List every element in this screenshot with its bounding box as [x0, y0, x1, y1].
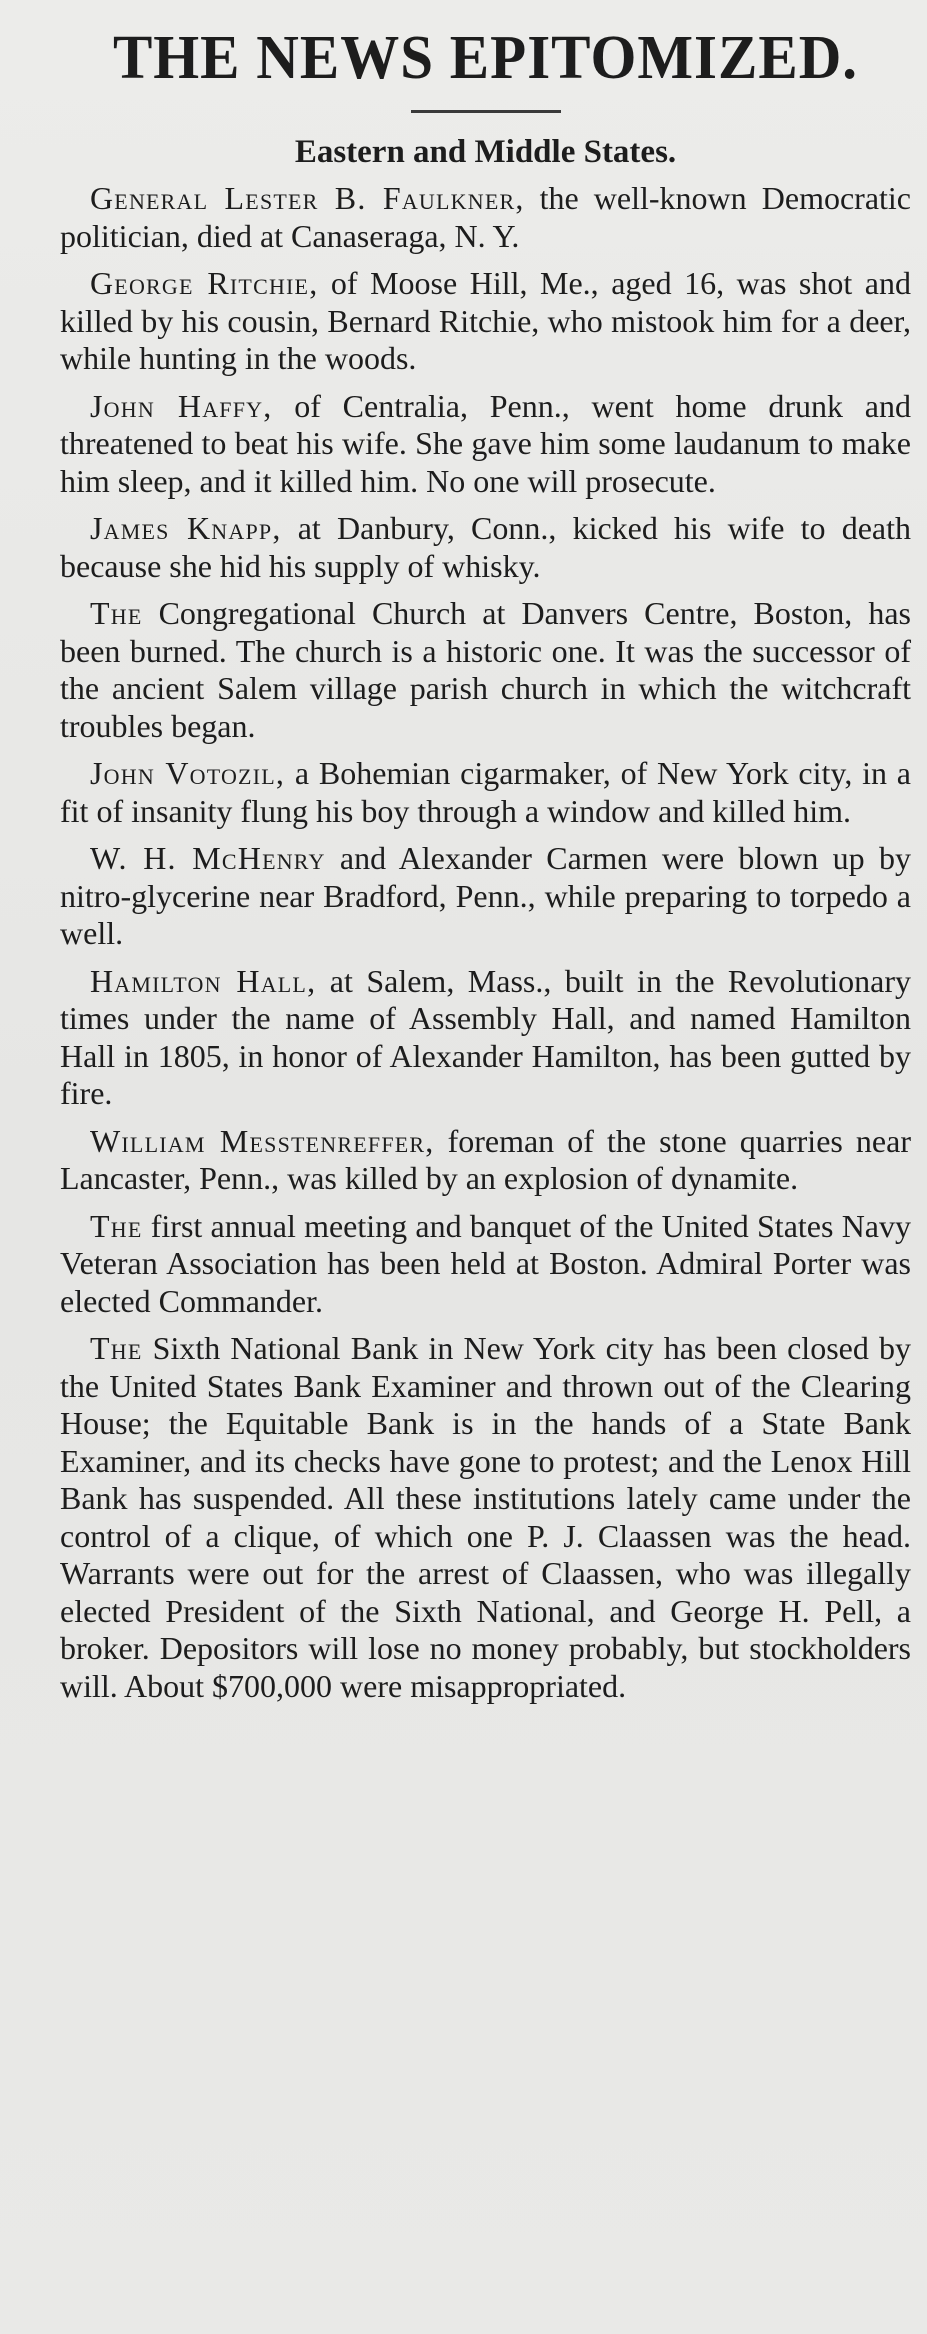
news-item-lead: James Knapp, — [90, 510, 282, 547]
news-item-text: at Salem, Mass., built in the Revolutionary times under the name of Assembly Hall, and named Hamilton Hall in 1805, in honor of Alexander Hamilton, has been gutted by fire. — [60, 962, 912, 1112]
news-item-lead: John Haffy, — [90, 387, 273, 424]
news-item-lead: General Lester B. Faulkner, — [90, 180, 525, 217]
news-item-text: and Alexander Carmen were blown up by nitro-glycerine near Bradford, Penn., while preparing to torpedo a well. — [60, 840, 912, 952]
news-item-lead: The — [90, 595, 143, 632]
news-item — [60, 1208, 911, 1321]
news-item-text: at Danbury, Conn., kicked his wife to death because she hid his supply of whisky. — [60, 510, 911, 584]
news-item — [60, 963, 911, 1113]
news-item-text: first annual meeting and banquet of the United States Navy Veteran Association has been held at Boston. Admiral Porter was elected Commander. — [60, 1207, 911, 1319]
news-item — [60, 595, 911, 745]
news-item-text: the well-known Democratic politician, died at Canaseraga, N. Y. — [60, 180, 911, 254]
news-item-text: of Moose Hill, Me., aged 16, was shot and killed by his cousin, Bernard Ritchie, who mistook him for a deer, while hunting in the woods. — [60, 265, 911, 377]
headline: THE NEWS EPITOMIZED. — [112, 22, 859, 92]
news-item-lead: Hamilton Hall, — [90, 962, 317, 999]
news-item-text: a Bohemian cigarmaker, of New York city, in a fit of insanity flung his boy through a window and killed him. — [60, 755, 911, 829]
news-item-lead: William Messtenreffer, — [90, 1122, 435, 1159]
news-item — [60, 265, 911, 378]
news-item — [60, 1330, 911, 1705]
news-item-lead: The — [90, 1330, 143, 1367]
news-item — [60, 388, 911, 501]
news-item — [60, 510, 911, 585]
section-heading: Eastern and Middle States. — [294, 133, 677, 170]
news-item — [60, 1123, 911, 1198]
news-item-text: of Centralia, Penn., went home drunk and threatened to beat his wife. She gave him some laudanum to make him sleep, and it killed him. No one will prosecute. — [60, 387, 912, 499]
news-item-lead: W. H. McHenry — [90, 840, 326, 877]
news-item-lead: The — [90, 1207, 143, 1244]
news-item — [60, 755, 911, 830]
news-item — [60, 180, 911, 255]
news-item-text: Congregational Church at Danvers Centre, Boston, has been burned. The church is a historic one. It was the successor of the ancient Salem village parish church in which the witchcraft troubles began. — [60, 595, 911, 744]
news-item-text: Sixth National Bank in New York city has been closed by the United States Bank Examiner and thrown out of the Clearing House; the Equitable Bank is in the hands of a State Bank Examiner, and its checks have gone to protest; and the Lenox Hill Bank has suspended. All these institutions lately came under the control of a clique, of which one P. J. Claassen was the head. Warrants were out for the arrest of Claassen, who was illegally elected President of the Sixth National, and George H. Pell, a broker. Depositors will lose no money probably, but stockholders will. About $700,000 were misappropriated. — [60, 1330, 911, 1704]
news-item-text: foreman of the stone quarries near Lancaster, Penn., was killed by an explosion of dynamite. — [60, 1122, 911, 1197]
news-item-lead: George Ritchie, — [90, 265, 319, 302]
news-item — [60, 840, 911, 953]
headline-rule — [411, 110, 561, 113]
news-item-lead: John Votozil, — [90, 755, 286, 792]
